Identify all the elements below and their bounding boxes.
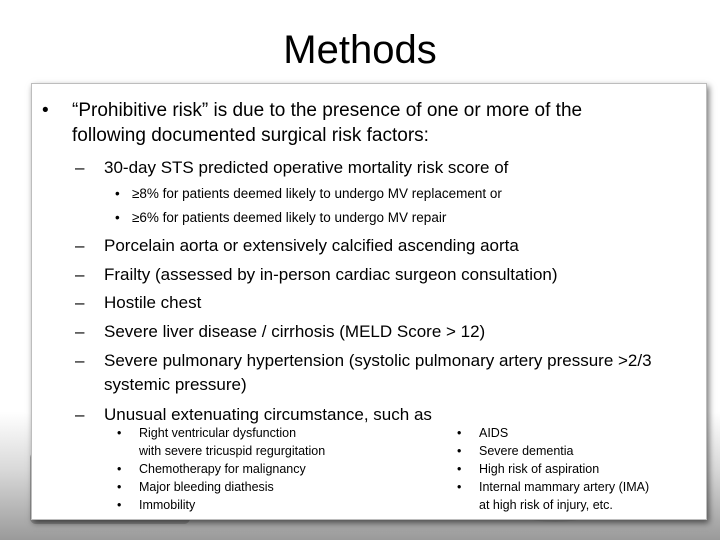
risk-factor-item: Porcelain aorta or extensively calcified ascending aorta (104, 236, 519, 255)
bullet-marker: • (457, 462, 462, 476)
dash-marker: – (75, 293, 85, 312)
intro-line-2: following documented surgical risk factors: (72, 125, 429, 146)
dash-marker: – (75, 158, 85, 177)
sts-item: 30-day STS predicted operative mortality risk score of (104, 158, 509, 177)
bullet-marker: • (457, 480, 462, 494)
dash-marker: – (75, 322, 85, 341)
left-item-line: Chemotherapy for malignancy (139, 462, 306, 476)
sts-subitem-repair: ≥6% for patients deemed likely to undergo MV repair (132, 210, 447, 225)
dash-marker: – (75, 236, 85, 255)
bullet-marker: • (117, 480, 122, 494)
intro-line-1: “Prohibitive risk” is due to the presence of one or more of the (72, 100, 583, 121)
dash-marker: – (75, 265, 85, 284)
content-box (31, 83, 707, 520)
pulmonary-line-2: systemic pressure) (104, 375, 247, 394)
risk-factor-item: Hostile chest (104, 293, 202, 312)
left-item-line: Right ventricular dysfunction (139, 426, 297, 440)
right-item-line: High risk of aspiration (479, 462, 600, 476)
dash-marker: – (75, 351, 85, 370)
bullet-marker: • (117, 498, 122, 512)
left-item-line: Major bleeding diathesis (139, 480, 274, 494)
bullet-marker: • (42, 100, 49, 121)
pulmonary-line-1: Severe pulmonary hypertension (systolic pulmonary artery pressure >2/3 (104, 351, 652, 370)
risk-factor-item: Severe liver disease / cirrhosis (MELD Score > 12) (104, 322, 486, 341)
bullet-marker: • (457, 426, 462, 440)
slide-title: Methods (283, 28, 437, 72)
sts-subitem-replacement: ≥8% for patients deemed likely to undergo MV replacement or (132, 186, 502, 201)
right-item-line: Internal mammary artery (IMA) (479, 480, 650, 494)
right-item-line: at high risk of injury, etc. (479, 498, 613, 512)
left-item-line: with severe tricuspid regurgitation (139, 444, 326, 458)
right-item-line: AIDS (479, 426, 509, 440)
risk-factor-item: Frailty (assessed by in-person cardiac surgeon consultation) (104, 265, 558, 284)
bullet-marker: • (117, 462, 122, 476)
bullet-marker: • (115, 210, 120, 225)
bullet-marker: • (115, 186, 120, 201)
bullet-marker: • (457, 444, 462, 458)
dash-marker: – (75, 405, 85, 424)
right-item-line: Severe dementia (479, 444, 574, 458)
bullet-marker: • (117, 426, 122, 440)
left-item-line: Immobility (139, 498, 196, 512)
unusual-item: Unusual extenuating circumstance, such as (104, 405, 432, 424)
